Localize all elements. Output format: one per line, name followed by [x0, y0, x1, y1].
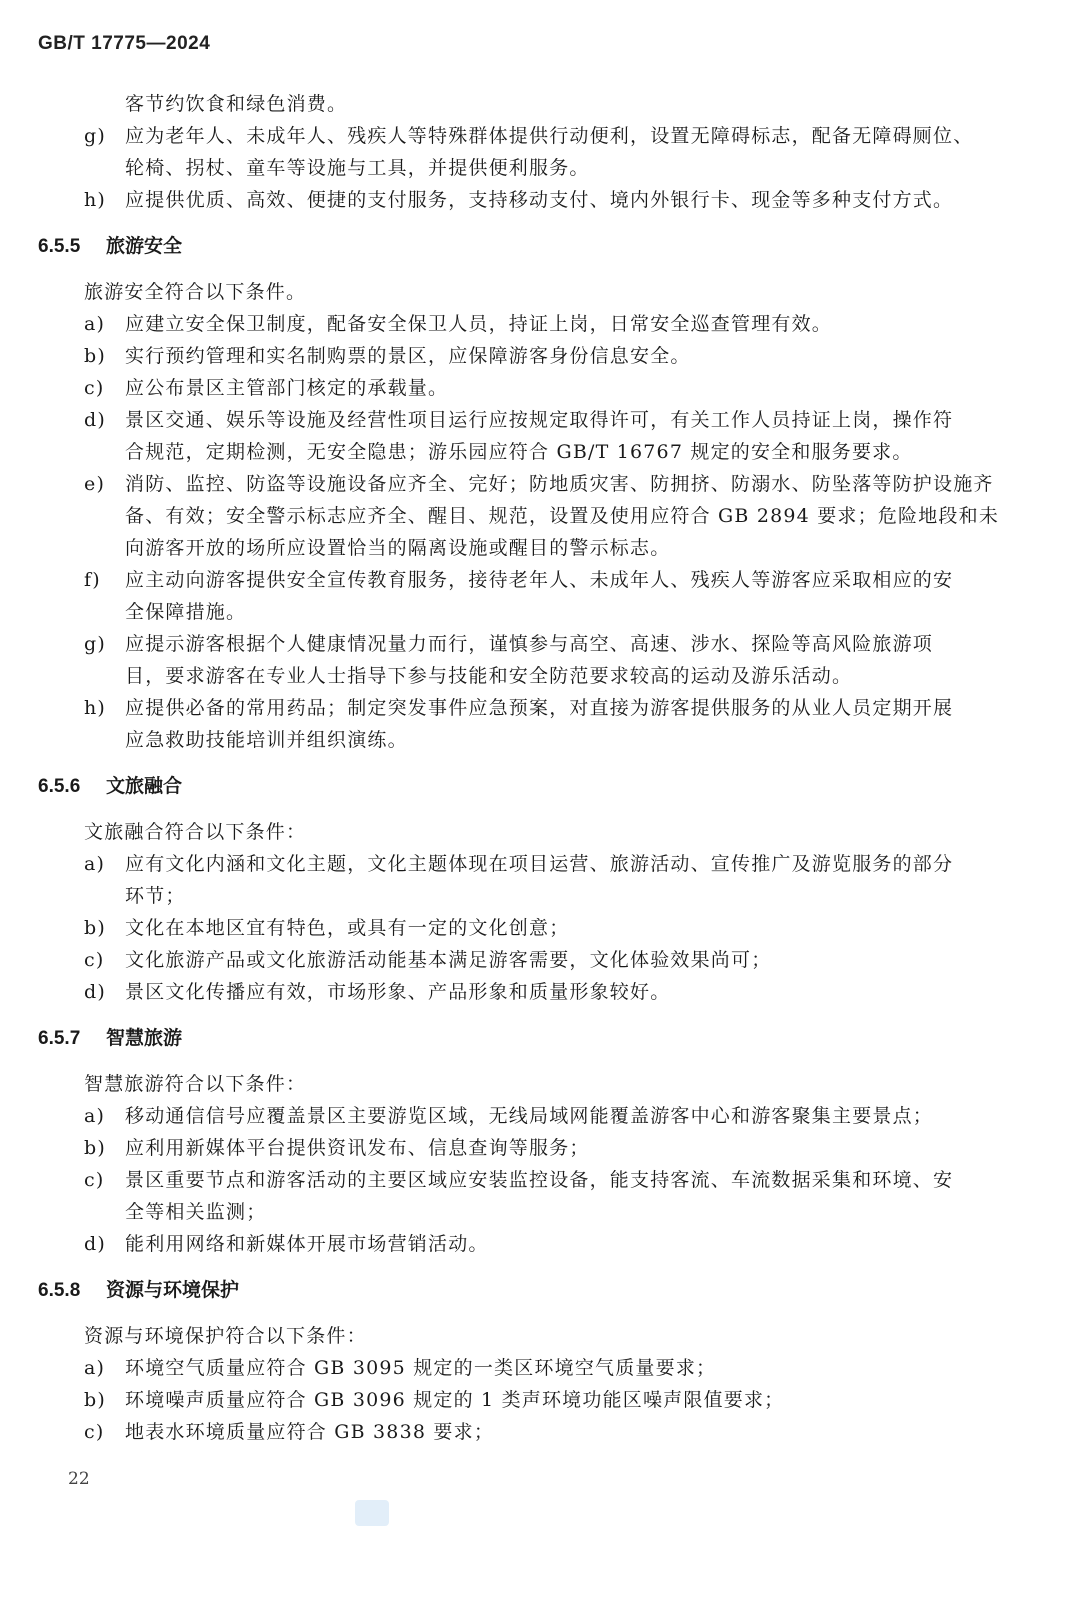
section-heading	[0, 232, 1080, 262]
item-marker: b)	[84, 1389, 106, 1411]
item-line: 文化在本地区宜有特色，或具有一定的文化创意；	[125, 917, 570, 939]
list-item	[0, 184, 1080, 216]
item-marker: c)	[84, 1169, 105, 1191]
item-line: 文化旅游产品或文化旅游活动能基本满足游客需要，文化体验效果尚可；	[125, 949, 772, 971]
item-line: 移动通信信号应覆盖景区主要游览区域，无线局域网能覆盖游客中心和游客聚集主要景点；	[125, 1105, 934, 1127]
item-line: 应有文化内涵和文化主题，文化主题体现在项目运营、旅游活动、宣传推广及游览服务的部分	[125, 853, 954, 875]
item-line: 合规范，定期检测，无安全隐患；游乐园应符合 GB/T 16767 规定的安全和服务要求。	[125, 441, 913, 463]
item-marker: a)	[84, 1357, 106, 1379]
item-marker: b)	[84, 345, 106, 367]
section-title: 智慧旅游	[106, 1028, 183, 1049]
list-item	[0, 628, 1080, 692]
item-line: 应主动向游客提供安全宣传教育服务，接待老年人、未成年人、残疾人等游客应采取相应的安	[125, 569, 954, 591]
item-marker: c)	[84, 377, 105, 399]
section-number: 6.5.5	[38, 236, 81, 257]
item-marker: a)	[84, 313, 106, 335]
item-line: 环境噪声质量应符合 GB 3096 规定的 1 类声环境功能区噪声限值要求；	[125, 1389, 785, 1411]
item-line: 应急救助技能培训并组织演练。	[125, 729, 408, 751]
item-line: 备、有效；安全警示标志应齐全、醒目、规范，设置及使用应符合 GB 2894 要求；危险地段和未	[125, 505, 1000, 527]
item-marker: c)	[84, 1421, 105, 1443]
item-line: 景区交通、娱乐等设施及经营性项目运行应按规定取得许可，有关工作人员持证上岗，操作符	[125, 409, 954, 431]
section-intro: 智慧旅游符合以下条件：	[84, 1073, 307, 1095]
section-heading	[0, 1024, 1080, 1054]
section-heading	[0, 772, 1080, 802]
section-number: 6.5.6	[38, 776, 81, 797]
item-line: 应建立安全保卫制度，配备安全保卫人员，持证上岗，日常安全巡查管理有效。	[125, 313, 833, 335]
section-title: 资源与环境保护	[106, 1280, 240, 1301]
list-item	[0, 340, 1080, 372]
list-item	[0, 564, 1080, 628]
item-marker: e)	[84, 473, 106, 495]
list-item	[0, 1352, 1080, 1384]
continued-text: 客节约饮食和绿色消费。	[125, 93, 348, 115]
item-line: 景区文化传播应有效，市场形象、产品形象和质量形象较好。	[125, 981, 671, 1003]
item-marker: g)	[84, 125, 106, 147]
list-item	[0, 468, 1080, 564]
item-line: 环境空气质量应符合 GB 3095 规定的一类区环境空气质量要求；	[125, 1357, 717, 1379]
list-item	[0, 120, 1080, 184]
item-line: 应提供必备的常用药品；制定突发事件应急预案，对直接为游客提供服务的从业人员定期开展	[125, 697, 954, 719]
list-item	[0, 944, 1080, 976]
item-marker: d)	[84, 409, 106, 431]
item-marker: g)	[84, 633, 106, 655]
item-marker: c)	[84, 949, 105, 971]
section-title: 文旅融合	[106, 776, 183, 797]
section-intro: 文旅融合符合以下条件：	[84, 821, 307, 843]
item-line: 应利用新媒体平台提供资讯发布、信息查询等服务；	[125, 1137, 590, 1159]
item-marker: f)	[84, 569, 101, 591]
item-marker: b)	[84, 917, 106, 939]
section-intro: 资源与环境保护符合以下条件：	[84, 1325, 367, 1347]
list-item	[0, 372, 1080, 404]
item-line: 环节；	[125, 885, 186, 907]
list-item	[0, 308, 1080, 340]
list-item	[0, 1416, 1080, 1448]
list-item	[0, 976, 1080, 1008]
item-marker: b)	[84, 1137, 106, 1159]
list-item	[0, 1132, 1080, 1164]
item-line: 向游客开放的场所应设置恰当的隔离设施或醒目的警示标志。	[125, 537, 671, 559]
item-line: 轮椅、拐杖、童车等设施与工具，并提供便利服务。	[125, 157, 590, 179]
item-marker: d)	[84, 1233, 106, 1255]
item-line: 目，要求游客在专业人士指导下参与技能和安全防范要求较高的运动及游乐活动。	[125, 665, 853, 687]
list-item	[0, 692, 1080, 756]
item-line: 应提示游客根据个人健康情况量力而行，谨慎参与高空、高速、涉水、探险等高风险旅游项	[125, 633, 934, 655]
item-marker: h)	[84, 697, 107, 719]
item-marker: h)	[84, 189, 107, 211]
item-line: 应公布景区主管部门核定的承载量。	[125, 377, 449, 399]
list-item	[0, 848, 1080, 912]
list-item	[0, 1384, 1080, 1416]
item-marker: a)	[84, 853, 106, 875]
section-number: 6.5.8	[38, 1280, 81, 1301]
list-item	[0, 1164, 1080, 1228]
item-line: 全等相关监测；	[125, 1201, 267, 1223]
scan-watermark-logo	[355, 1500, 389, 1526]
list-item	[0, 404, 1080, 468]
item-line: 全保障措施。	[125, 601, 247, 623]
item-line: 应为老年人、未成年人、残疾人等特殊群体提供行动便利，设置无障碍标志，配备无障碍厕位、	[125, 125, 974, 147]
item-line: 应提供优质、高效、便捷的支付服务，支持移动支付、境内外银行卡、现金等多种支付方式。	[125, 189, 954, 211]
page-number: 22	[68, 1469, 90, 1489]
item-line: 能利用网络和新媒体开展市场营销活动。	[125, 1233, 489, 1255]
section-heading	[0, 1276, 1080, 1306]
item-line: 地表水环境质量应符合 GB 3838 要求；	[125, 1421, 495, 1443]
document-body	[0, 88, 1080, 1448]
item-line: 消防、监控、防盗等设施设备应齐全、完好；防地质灾害、防拥挤、防溺水、防坠落等防护设施齐	[125, 473, 994, 495]
item-line: 实行预约管理和实名制购票的景区，应保障游客身份信息安全。	[125, 345, 691, 367]
item-line: 景区重要节点和游客活动的主要区域应安装监控设备，能支持客流、车流数据采集和环境、安	[125, 1169, 954, 1191]
list-item	[0, 912, 1080, 944]
list-item	[0, 1100, 1080, 1132]
list-item	[0, 1228, 1080, 1260]
section-number: 6.5.7	[38, 1028, 81, 1049]
section-intro: 旅游安全符合以下条件。	[84, 281, 307, 303]
standard-number-header: GB/T 17775—2024	[38, 33, 211, 54]
section-title: 旅游安全	[106, 236, 183, 257]
item-marker: a)	[84, 1105, 106, 1127]
item-marker: d)	[84, 981, 106, 1003]
